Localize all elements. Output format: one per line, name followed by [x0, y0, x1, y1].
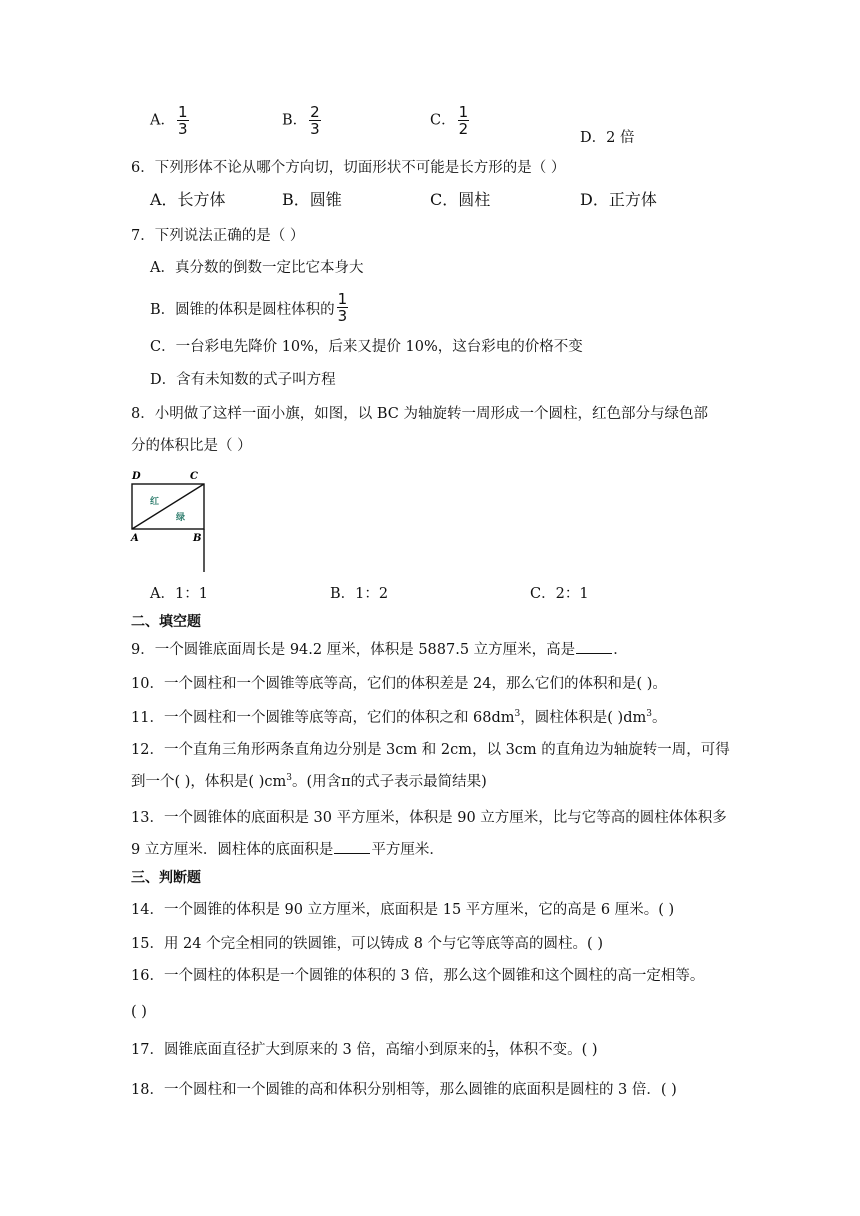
- q5-option-c[interactable]: C． $\frac{1}{2}$: [430, 103, 469, 138]
- q12-line1: 12．一个直角三角形两条直角边分别是 3cm 和 2cm，以 3cm 的直角边为轴旋转一周，可得: [131, 742, 730, 758]
- flag-figure: [128, 468, 218, 574]
- q8-option-b[interactable]: B．1：2: [330, 586, 389, 602]
- q5-option-d[interactable]: D．2 倍: [580, 130, 635, 146]
- q5-option-b[interactable]: B． $\frac{2}{3}$: [282, 103, 320, 138]
- section-3-heading: 三、判断题: [131, 870, 201, 886]
- q8-stem-line2: 分的体积比是（ ）: [131, 438, 252, 454]
- q5-option-a[interactable]: A． $\frac{1}{3}$: [150, 103, 188, 138]
- q16-line1: 16．一个圆柱的体积是一个圆锥的体积的 3 倍，那么这个圆锥和这个圆柱的高一定相等。: [131, 968, 705, 984]
- q7-option-b[interactable]: B．圆锥的体积是圆柱体积的 $\frac{1}{3}$: [150, 290, 348, 325]
- q6-option-a[interactable]: A．长方体: [150, 190, 226, 209]
- q6-option-c[interactable]: C．圆柱: [430, 190, 491, 209]
- q18: 18．一个圆柱和一个圆锥的高和体积分别相等，那么圆锥的底面积是圆柱的 3 倍．( ): [131, 1082, 677, 1098]
- fraction: $\frac{1}{2}$: [458, 103, 469, 138]
- q14: 14．一个圆锥的体积是 90 立方厘米，底面积是 15 平方厘米，它的高是 6 厘米。( ): [131, 902, 675, 918]
- fraction: $\frac{2}{3}$: [310, 103, 320, 138]
- q6-option-d[interactable]: D．正方体: [580, 190, 657, 209]
- q15: 15．用 24 个完全相同的铁圆锥，可以铸成 8 个与它等底等高的圆柱。( ): [131, 936, 603, 952]
- label-red: 红: [150, 497, 160, 507]
- q10: 10．一个圆柱和一个圆锥等底等高，它们的体积差是 24，那么它们的体积和是( )。: [131, 676, 667, 692]
- q7-stem: 7．下列说法正确的是（ ）: [131, 228, 305, 244]
- q13-line2: 9 立方厘米．圆柱体的底面积是 平方厘米．: [131, 842, 444, 858]
- section-2-heading: 二、填空题: [131, 614, 201, 630]
- q11: 11．一个圆柱和一个圆锥等底等高，它们的体积之和 $68dm^3$，圆柱体积是( )$dm^3$。: [131, 709, 667, 726]
- label-a: A: [131, 533, 139, 544]
- fraction: $\frac{1}{3}$: [177, 103, 188, 138]
- q16-line2: ( ): [131, 1004, 147, 1020]
- q13-line1: 13．一个圆锥体的底面积是 30 平方厘米，体积是 90 立方厘米，比与它等高的圆柱体体积多: [131, 810, 727, 826]
- q9: 9．一个圆锥底面周长是 94.2 厘米，体积是 5887.5 立方厘米，高是 ．: [131, 642, 628, 658]
- q7-option-c[interactable]: C．一台彩电先降价 10%，后来又提价 10%，这台彩电的价格不变: [150, 339, 583, 355]
- q8-option-a[interactable]: A．1：1: [150, 586, 208, 602]
- label-green: 绿: [176, 513, 186, 523]
- q17: 17．圆锥底面直径扩大到原来的 3 倍，高缩小到原来的 $\frac{1}{3}$ ，体积不变。( ): [131, 1039, 598, 1060]
- q7-option-d[interactable]: D．含有未知数的式子叫方程: [150, 372, 336, 388]
- fraction: $\frac{1}{3}$: [337, 290, 348, 325]
- label-c: C: [190, 471, 198, 482]
- q9-answer-blank[interactable]: [576, 641, 612, 654]
- q6-option-b[interactable]: B．圆锥: [282, 190, 342, 209]
- label-b: B: [193, 533, 202, 544]
- q6-stem: 6．下列形体不论从哪个方向切，切面形状不可能是长方形的是（ ）: [131, 160, 566, 176]
- label-d: D: [132, 471, 141, 482]
- q8-option-c[interactable]: C．2：1: [530, 586, 589, 602]
- q12-line2: 到一个( )，体积是( )$cm^3$。(用含π的式子表示最简结果): [131, 773, 487, 790]
- fraction: $\frac{1}{3}$: [487, 1039, 494, 1060]
- q8-stem-line1: 8．小明做了这样一面小旗，如图，以 BC 为轴旋转一周形成一个圆柱，红色部分与绿色部: [131, 406, 708, 422]
- flag-diagonal: [132, 484, 204, 529]
- q13-answer-blank[interactable]: [334, 841, 370, 854]
- q7-option-a[interactable]: A．真分数的倒数一定比它本身大: [150, 260, 364, 276]
